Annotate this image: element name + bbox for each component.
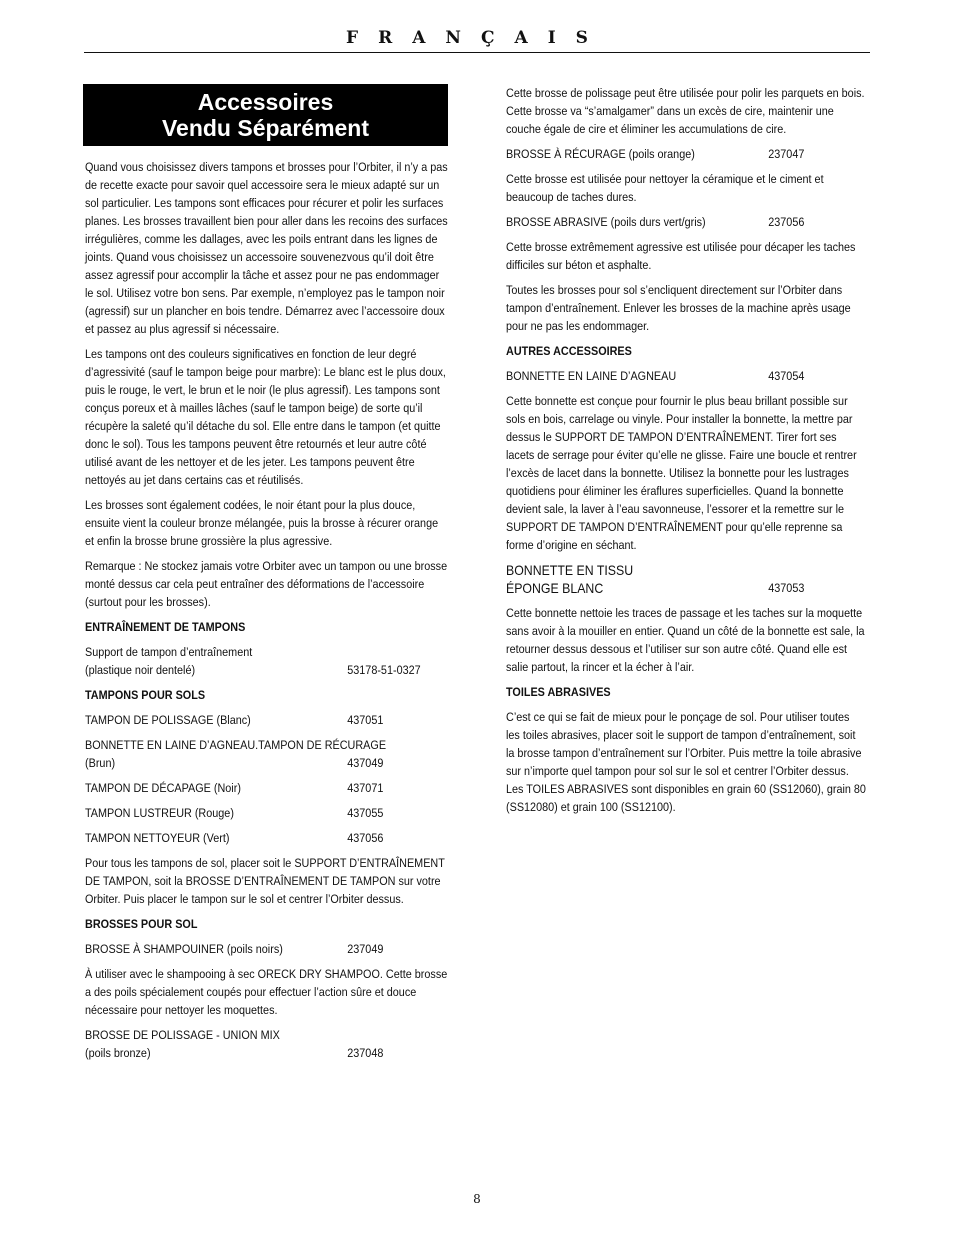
scrub-brush-description: Cette brosse est utilisée pour nettoyer la céramique et le ciment et beaucoup de taches dures. bbox=[506, 172, 824, 204]
section-heading-pad-drive: ENTRAÎNEMENT DE TAMPONS bbox=[85, 620, 246, 634]
list-item bbox=[85, 1026, 449, 1062]
list-item bbox=[506, 561, 866, 597]
list-item bbox=[506, 213, 866, 231]
title-line-2: Vendu Séparément bbox=[161, 115, 370, 141]
section-heading-abrasive-screens: TOILES ABRASIVES bbox=[506, 685, 611, 699]
item-name: Support de tampon d’entraînement bbox=[85, 645, 253, 659]
item-name: TAMPON NETTOYEUR (Vert) bbox=[85, 831, 230, 845]
item-code: 237056 bbox=[768, 215, 805, 229]
item-code: 237048 bbox=[347, 1046, 384, 1060]
list-item bbox=[85, 829, 449, 847]
item-code: 437053 bbox=[768, 581, 805, 595]
list-item bbox=[85, 779, 449, 797]
list-item bbox=[85, 940, 449, 958]
item-code: 437051 bbox=[347, 713, 384, 727]
item-code: 237047 bbox=[768, 147, 805, 161]
item-code: 437071 bbox=[347, 781, 384, 795]
header-divider bbox=[84, 52, 870, 53]
item-name: (plastique noir dentelé) bbox=[85, 663, 196, 677]
abrasive-screens-description: C’est ce qui se fait de mieux pour le ponçage de sol. Pour utiliser toutes les toiles abrasives, placer soit le support de tampon d’entraînement, soit la brosse tampon d’entraînement sur l’Orbiter. Puis mettre la toile abrasive sur n’importe quel tampon pour sol sur le sol et centrer l’Orbiter dessus. Les TOILES ABRASIVES sont disponibles en grain 60 (SS12060), grain 80 (SS12080) et grain 100 (SS12100). bbox=[506, 710, 866, 814]
list-item bbox=[85, 804, 449, 822]
section-heading-floor-pads: TAMPONS POUR SOLS bbox=[85, 688, 206, 702]
pad-colors-paragraph: Les tampons ont des couleurs significatives en fonction de leur degré d’agressivité (sauf le tampon beige pour marbre): Le blanc est le plus doux, puis le rouge, le vert, le brun et le noir (le plus agressif). Les tampons sont conçus poreux et à mailles lâches (sauf le tampon beige) de sorte qu’il récupère la saleté qu’il détache du sol. Elle entre dans le tampon (et quitte donc le sol). Tous les tampons peuvent être retournés et leur autre côté utilisé avant de les nettoyer et de les jeter. Les tampons peuvent être nettoyés au jet dans certains cas et réutilisés. bbox=[85, 347, 446, 487]
left-column bbox=[85, 158, 449, 1069]
language-header: FRANÇAIS bbox=[346, 28, 608, 48]
list-item bbox=[85, 711, 449, 729]
item-name: BONNETTE EN TISSU bbox=[506, 562, 634, 578]
floor-pads-instructions: Pour tous les tampons de sol, placer soit le SUPPORT D’ENTRAÎNEMENT DE TAMPON, soit la BROSSE D’ENTRAÎNEMENT DE TAMPON sur votre Orbiter. Puis placer le tampon sur le sol et centrer l’Orbiter dessus. bbox=[85, 856, 445, 906]
item-code: 437055 bbox=[347, 806, 384, 820]
page-number: 8 bbox=[473, 1192, 481, 1206]
section-title-box bbox=[83, 84, 448, 146]
item-name: BROSSE À RÉCURAGE (poils orange) bbox=[506, 147, 695, 161]
brush-colors-paragraph: Les brosses sont également codées, le noir étant pour la plus douce, ensuite vient la couleur bronze mélangée, puis la brosse à récurer orange et enfin la brosse brune grossière la plus agressive. bbox=[85, 498, 439, 548]
brush-attach-note: Toutes les brosses pour sol s’encliquent directement sur l’Orbiter dans tampon d’entraînement. Enlever les brosses de la machine après usage pour ne pas les endommager. bbox=[506, 283, 851, 333]
item-name: BROSSE ABRASIVE (poils durs vert/gris) bbox=[506, 215, 706, 229]
item-code: 53178-51-0327 bbox=[347, 663, 421, 677]
item-name: BONNETTE EN LAINE D’AGNEAU.TAMPON DE RÉCURAGE bbox=[85, 738, 387, 752]
item-name: ÉPONGE BLANC bbox=[506, 580, 604, 596]
item-name: BROSSE DE POLISSAGE - UNION MIX bbox=[85, 1028, 280, 1042]
section-heading-floor-brushes: BROSSES POUR SOL bbox=[85, 917, 198, 931]
list-item bbox=[506, 367, 866, 385]
storage-note: Remarque : Ne stockez jamais votre Orbiter avec un tampon ou une brosse monté dessus car cela peut entraîner des déformations de l’accessoire (surtout pour les brosses). bbox=[85, 559, 448, 609]
polish-brush-description: Cette brosse de polissage peut être utilisée pour polir les parquets en bois. Cette brosse va “s’amalgamer” dans un excès de cire, maintenir une couche égale de cire et éliminer les accumulations de cire. bbox=[506, 86, 865, 136]
list-item bbox=[506, 145, 866, 163]
item-name: TAMPON DE DÉCAPAGE (Noir) bbox=[85, 781, 241, 795]
item-code: 437056 bbox=[347, 831, 384, 845]
item-name: (poils bronze) bbox=[85, 1046, 151, 1060]
item-code: 237049 bbox=[347, 942, 384, 956]
item-name: (Brun) bbox=[85, 756, 116, 770]
item-code: 437049 bbox=[347, 756, 384, 770]
section-heading-other-accessories: AUTRES ACCESSOIRES bbox=[506, 344, 632, 358]
intro-paragraph: Quand vous choisissez divers tampons et brosses pour l’Orbiter, il n’y a pas de recette exacte pour savoir quel accessoire sera le mieux adapté sur un sol particulier. Les tampons sont efficaces pour récurer et polir les surfaces planes. Les brosses travaillent bien pour aller dans les recoins des surfaces irrégulières, comme les dallages, avec les poils entrant dans les lignes de joints. Quand vous choisissez un accessoire souvenezvous qu’il doit être assez agressif pour accomplir la tâche et assez pour ne pas endommager le sol. Utilisez votre bon sens. Par exemple, n’employez pas le tampon noir (agressif) sur un plancher en bois tendre. Démarrez avec l’accessoire doux et passez au plus agressif si nécessaire. bbox=[85, 160, 448, 336]
list-item bbox=[85, 643, 449, 679]
title-line-1: Accessoires bbox=[197, 89, 334, 115]
shampoo-brush-description: À utiliser avec le shampooing à sec ORECK DRY SHAMPOO. Cette brosse a des poils spécialement coupés pour effectuer l’action sûre et douce nécessaire pour nettoyer les moquettes. bbox=[85, 967, 448, 1017]
right-column bbox=[506, 84, 866, 823]
item-name: TAMPON LUSTREUR (Rouge) bbox=[85, 806, 234, 820]
list-item bbox=[85, 736, 449, 772]
abrasive-brush-description: Cette brosse extrêmement agressive est utilisée pour décaper les taches difficiles sur béton et asphalte. bbox=[506, 240, 856, 272]
item-name: BROSSE À SHAMPOUINER (poils noirs) bbox=[85, 942, 283, 956]
wool-bonnet-description: Cette bonnette est conçue pour fournir le plus beau brillant possible sur sols en bois, carrelage ou vinyle. Pour installer la bonnette, la mettre par dessus le SUPPORT DE TAMPON D’ENTRAÎNEMENT. Tirer fort ses lacets de serrage pour éviter qu’elle ne glisse. Faire une boucle et rentrer l’excès de lacet dans la bonnette. Utilisez la bonnette pour les lustrages quotidiens pour éliminer les éraflures superficielles. Quand la bonnette devient sale, la laver à l’eau savonneuse, l’essorer et la remettre sur le SUPPORT DE TAMPON D’ENTRAÎNEMENT pour qu’elle reprenne sa forme d’origine en séchant. bbox=[506, 394, 857, 552]
item-code: 437054 bbox=[768, 369, 805, 383]
item-name: BONNETTE EN LAINE D’AGNEAU bbox=[506, 369, 677, 383]
towel-bonnet-description: Cette bonnette nettoie les traces de passage et les taches sur la moquette sans avoir à la mouiller en entier. Quand un côté de la bonnette est sale, la retourner dessus dessous et l’utiliser sur son autre côté. Quand elle est salie partout, la rincer et la écher à l’air. bbox=[506, 606, 865, 674]
item-name: TAMPON DE POLISSAGE (Blanc) bbox=[85, 713, 251, 727]
